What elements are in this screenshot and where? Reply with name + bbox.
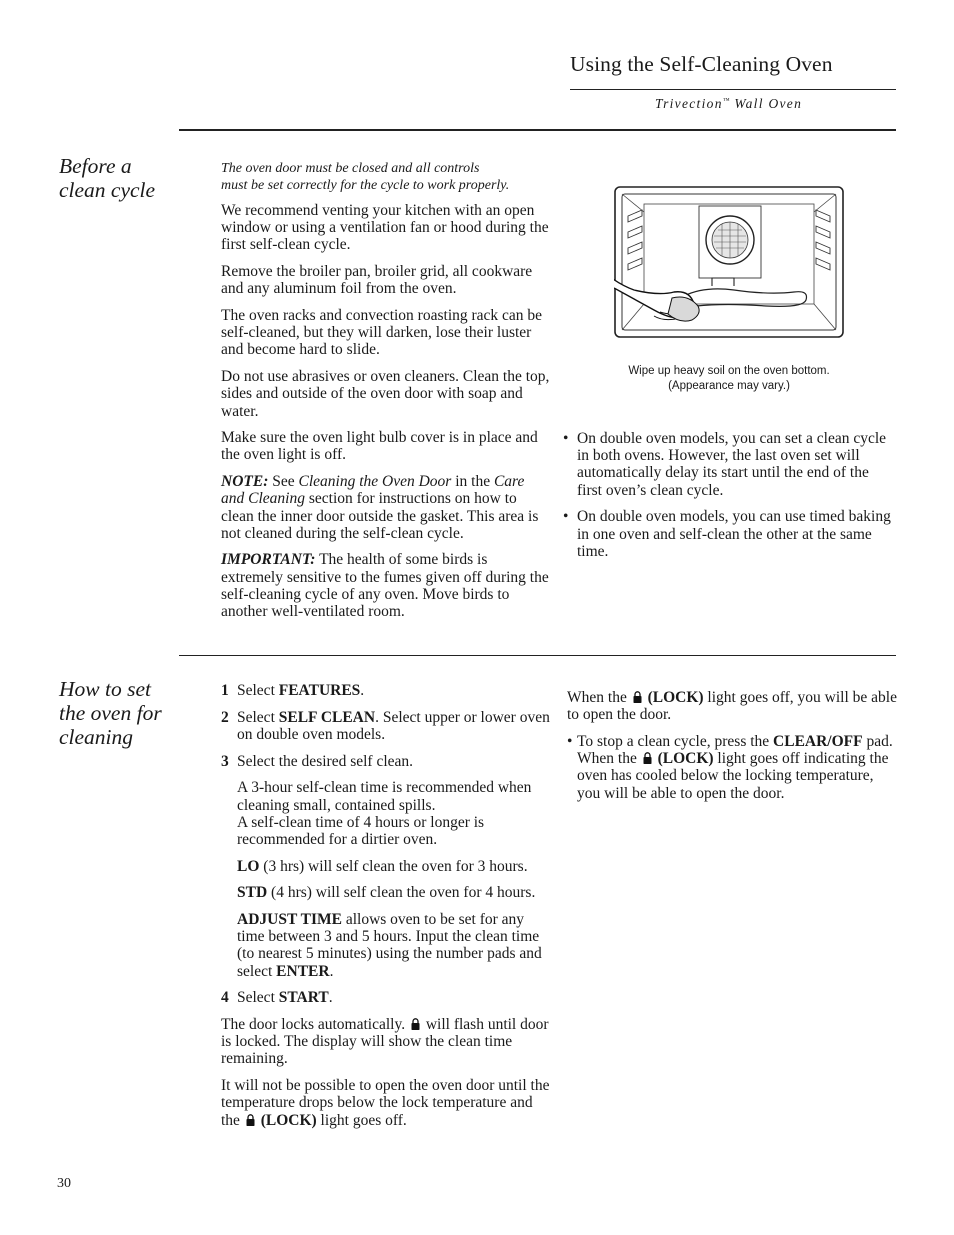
lock-notes-column bbox=[567, 689, 897, 811]
page-number: 30 bbox=[57, 1176, 71, 1191]
before-clean-column bbox=[221, 160, 551, 630]
lock-icon bbox=[411, 1018, 420, 1030]
std-option: STD (4 hrs) will self clean the oven for 4 hours. bbox=[237, 884, 536, 902]
door-locks-paragraph: The door locks automatically. will flash until door is locked. The display will show the clean time remaining. bbox=[221, 1016, 549, 1068]
section-heading-before-clean: Before a clean cycle bbox=[59, 154, 156, 202]
step-4: 4 Select START. bbox=[221, 989, 333, 1007]
lock-icon bbox=[246, 1114, 255, 1126]
list-item: • On double oven models, you can use timed baking in one oven and self-clean the other at the same time. bbox=[563, 508, 895, 560]
figure-caption: Wipe up heavy soil on the oven bottom. (Appearance may vary.) bbox=[628, 365, 830, 392]
paragraph: Remove the broiler pan, broiler grid, all cookware and any aluminum foil from the oven. bbox=[221, 263, 533, 298]
list-item: • To stop a clean cycle, press the CLEAR/OFF pad. When the (LOCK) light goes off indicating the oven has cooled below the locking temperature, you will be able to open the door. bbox=[567, 733, 897, 802]
section-divider bbox=[179, 655, 896, 656]
step-1: 1 Select FEATURES. bbox=[221, 682, 365, 699]
list-item: • On double oven models, you can set a clean cycle in both ovens. However, the last oven set will automatically delay its start until the end of the first oven’s clean cycle. bbox=[563, 430, 895, 499]
lock-icon bbox=[633, 691, 642, 703]
door-open-paragraph: It will not be possible to open the oven door until the temperature drops below the lock temperature and the (LOCK) light goes off. bbox=[221, 1077, 550, 1129]
lo-option: LO (3 hrs) will self clean the oven for 3 hours. bbox=[237, 857, 528, 875]
intro-note: The oven door must be closed and all controls must be set correctly for the cycle to work properly. bbox=[221, 161, 510, 193]
oven-illustration bbox=[614, 186, 844, 338]
paragraph: We recommend venting your kitchen with an open window or using a ventilation fan or hood during the first self-clean cycle. bbox=[221, 202, 549, 254]
paragraph: Do not use abrasives or oven cleaners. Clean the top, sides and outside of the oven door with soap and water. bbox=[221, 368, 550, 420]
lock-off-paragraph: When the (LOCK) light goes off, you will be able to open the door. bbox=[567, 689, 897, 724]
section-divider bbox=[179, 129, 896, 131]
note-paragraph: NOTE: See Cleaning the Oven Door in the Care and Cleaning section for instructions on how to clean the inner door outside the gasket. This area is not cleaned during the self-clean cycle. bbox=[221, 473, 539, 542]
page-title: Using the Self-Cleaning Oven bbox=[570, 52, 833, 76]
paragraph: Make sure the oven light bulb cover is in place and the oven light is off. bbox=[221, 429, 538, 464]
important-paragraph: IMPORTANT: The health of some birds is extremely sensitive to the fumes given off during the self-cleaning cycle of any oven. Move birds to another well-ventilated room. bbox=[221, 551, 549, 621]
step-2: 2 Select SELF CLEAN. Select upper or lower oven on double oven models. bbox=[221, 708, 550, 743]
page-subtitle: Trivection™ Wall Oven bbox=[655, 96, 803, 111]
paragraph: The oven racks and convection roasting rack can be self-cleaned, but they will darken, lose their luster and become hard to slide. bbox=[221, 307, 543, 359]
step-3-detail: A 3-hour self-clean time is recommended when cleaning small, contained spills. A self-clean time of 4 hours or longer is recommended for a dirtier oven. bbox=[237, 779, 532, 848]
section-heading-how-to-set: How to set the oven for cleaning bbox=[59, 677, 162, 749]
double-oven-notes bbox=[563, 430, 895, 569]
title-rule bbox=[570, 89, 896, 90]
how-to-set-column bbox=[221, 682, 551, 1138]
step-3: 3 Select the desired self clean. bbox=[221, 752, 414, 770]
lock-icon bbox=[643, 752, 652, 764]
adjust-time-option: ADJUST TIME allows oven to be set for any time between 3 and 5 hours. Input the clean time (to nearest 5 minutes) using the number pads and select ENTER. bbox=[237, 911, 542, 980]
